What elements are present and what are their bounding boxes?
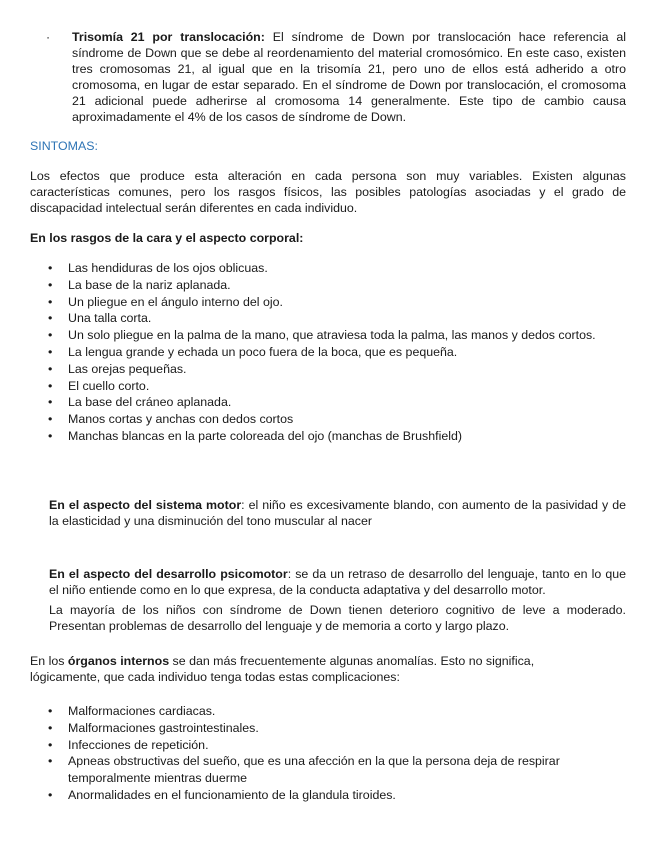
motor-text: : el niño es excesivamente blando, con aumento de la pasividad y de la elasticidad y una disminución del tono muscular al nacer (49, 498, 626, 528)
list-item (48, 344, 638, 361)
list-item (48, 753, 588, 787)
list-item (48, 327, 638, 344)
list-item-text: La base del cráneo aplanada. (68, 395, 232, 410)
list-item (48, 394, 638, 411)
translocation-text: El síndrome de Down por translocación hace referencia al síndrome de Down que se debe al reordenamiento del material cromosómico. En este caso, existen tres cromosomas 21, al igual que en la trisomía 21, pero uno de ellos está adherido a otro cromosoma, en lugar de estar separado. En el síndrome de Down por translocación, el cromosoma 21 adicional puede adherirse al cromosoma 14 generalmente. Este tipo de cambio causa aproximadamente el 4% de los casos de síndrome de Down. (72, 30, 627, 124)
list-item-text: Un solo pliegue en la palma de la mano, que atraviesa toda la palma, las manos y dedos cortos. (68, 328, 596, 343)
motor-term: En el aspecto del sistema motor (49, 498, 242, 512)
bullet-marker: • (48, 344, 53, 359)
bullet-marker: • (48, 277, 53, 292)
list-item-text: Manos cortas y anchas con dedos cortos (68, 412, 294, 427)
bullet-marker: • (48, 704, 53, 718)
list-item-text: Un pliegue en el ángulo interno del ojo. (68, 294, 283, 309)
bullet-marker: • (48, 395, 53, 410)
bullet-marker: · (46, 30, 51, 44)
list-item (48, 737, 588, 754)
list-item (48, 310, 638, 327)
bullet-marker: • (48, 361, 53, 376)
motor-paragraph (49, 497, 626, 529)
intro-paragraph: Los efectos que produce esta alteración en cada persona son muy variables. Existen algunas características comunes, pero los rasgos físicos, las posibles patologías asociadas y el grado de discapacidad intelectual serán diferentes en cada individuo. (30, 169, 626, 215)
list-item-text: Malformaciones cardiacas. (68, 704, 216, 718)
list-item (48, 703, 588, 720)
list-item (48, 378, 638, 395)
list-item-text: El cuello corto. (68, 378, 150, 393)
list-item-text: Apneas obstructivas del sueño, que es una afección en la que la persona deja de respirar temporalmente mientras duerme (68, 754, 560, 786)
psychomotor-term: En el aspecto del desarrollo psicomotor (49, 567, 288, 581)
list-item (48, 428, 638, 445)
bullet-marker: • (48, 261, 53, 275)
list-item-text: Anormalidades en el funcionamiento de la glandula tiroides. (68, 787, 396, 802)
bullet-marker: • (48, 378, 53, 393)
list-item (48, 277, 638, 294)
list-item (48, 411, 638, 428)
bullet-marker: • (48, 311, 53, 326)
list-item (48, 787, 588, 804)
bullet-marker: • (48, 412, 53, 427)
organs-pre: En los (30, 654, 68, 668)
bullet-marker: • (48, 737, 53, 752)
face-heading: En los rasgos de la cara y el aspecto corporal: (30, 231, 304, 245)
translocation-item (46, 29, 626, 125)
bullet-marker: • (48, 720, 53, 735)
bullet-marker: • (48, 787, 53, 802)
face-features-list (48, 260, 638, 445)
bullet-marker: • (48, 328, 53, 343)
organs-paragraph (30, 653, 590, 685)
organs-post: se dan más frecuentemente algunas anomalías. Esto no significa, lógicamente, que cada individuo tenga todas estas complicaciones: (30, 654, 535, 684)
organs-term: órganos internos (67, 654, 170, 668)
list-item-text: La base de la nariz aplanada. (68, 277, 231, 292)
psychomotor-extra-paragraph: La mayoría de los niños con síndrome de Down tienen deterioro cognitivo de leve a moderado. Presentan problemas de desarrollo del lenguaje y de memoria a corto y largo plazo. (49, 603, 626, 633)
psychomotor-text: : se da un retraso de desarrollo del lenguaje, tanto en lo que el niño entiende como en lo que expresa, de la conducta adaptativa y del desarrollo motor. (49, 567, 626, 597)
list-item (48, 720, 588, 737)
bullet-marker: • (48, 754, 53, 769)
list-item-text: Infecciones de repetición. (68, 737, 209, 752)
symptoms-heading: SINTOMAS: (30, 139, 98, 153)
list-item (48, 260, 638, 277)
list-item-text: Una talla corta. (68, 311, 152, 326)
list-item-text: Malformaciones gastrointestinales. (68, 720, 259, 735)
list-item (48, 294, 638, 311)
bullet-marker: • (48, 428, 53, 443)
list-item-text: Las orejas pequeñas. (68, 361, 187, 376)
list-item-text: La lengua grande y echada un poco fuera de la boca, que es pequeña. (68, 344, 458, 359)
list-item-text: Las hendiduras de los ojos oblicuas. (68, 261, 268, 275)
bullet-marker: • (48, 294, 53, 309)
psychomotor-paragraph (49, 566, 626, 598)
translocation-paragraph (72, 29, 626, 125)
organ-anomalies-list (48, 703, 588, 804)
list-item-text: Manchas blancas en la parte coloreada del ojo (manchas de Brushfield) (68, 428, 462, 443)
list-item (48, 361, 638, 378)
translocation-term: Trisomía 21 por translocación: (72, 30, 265, 44)
